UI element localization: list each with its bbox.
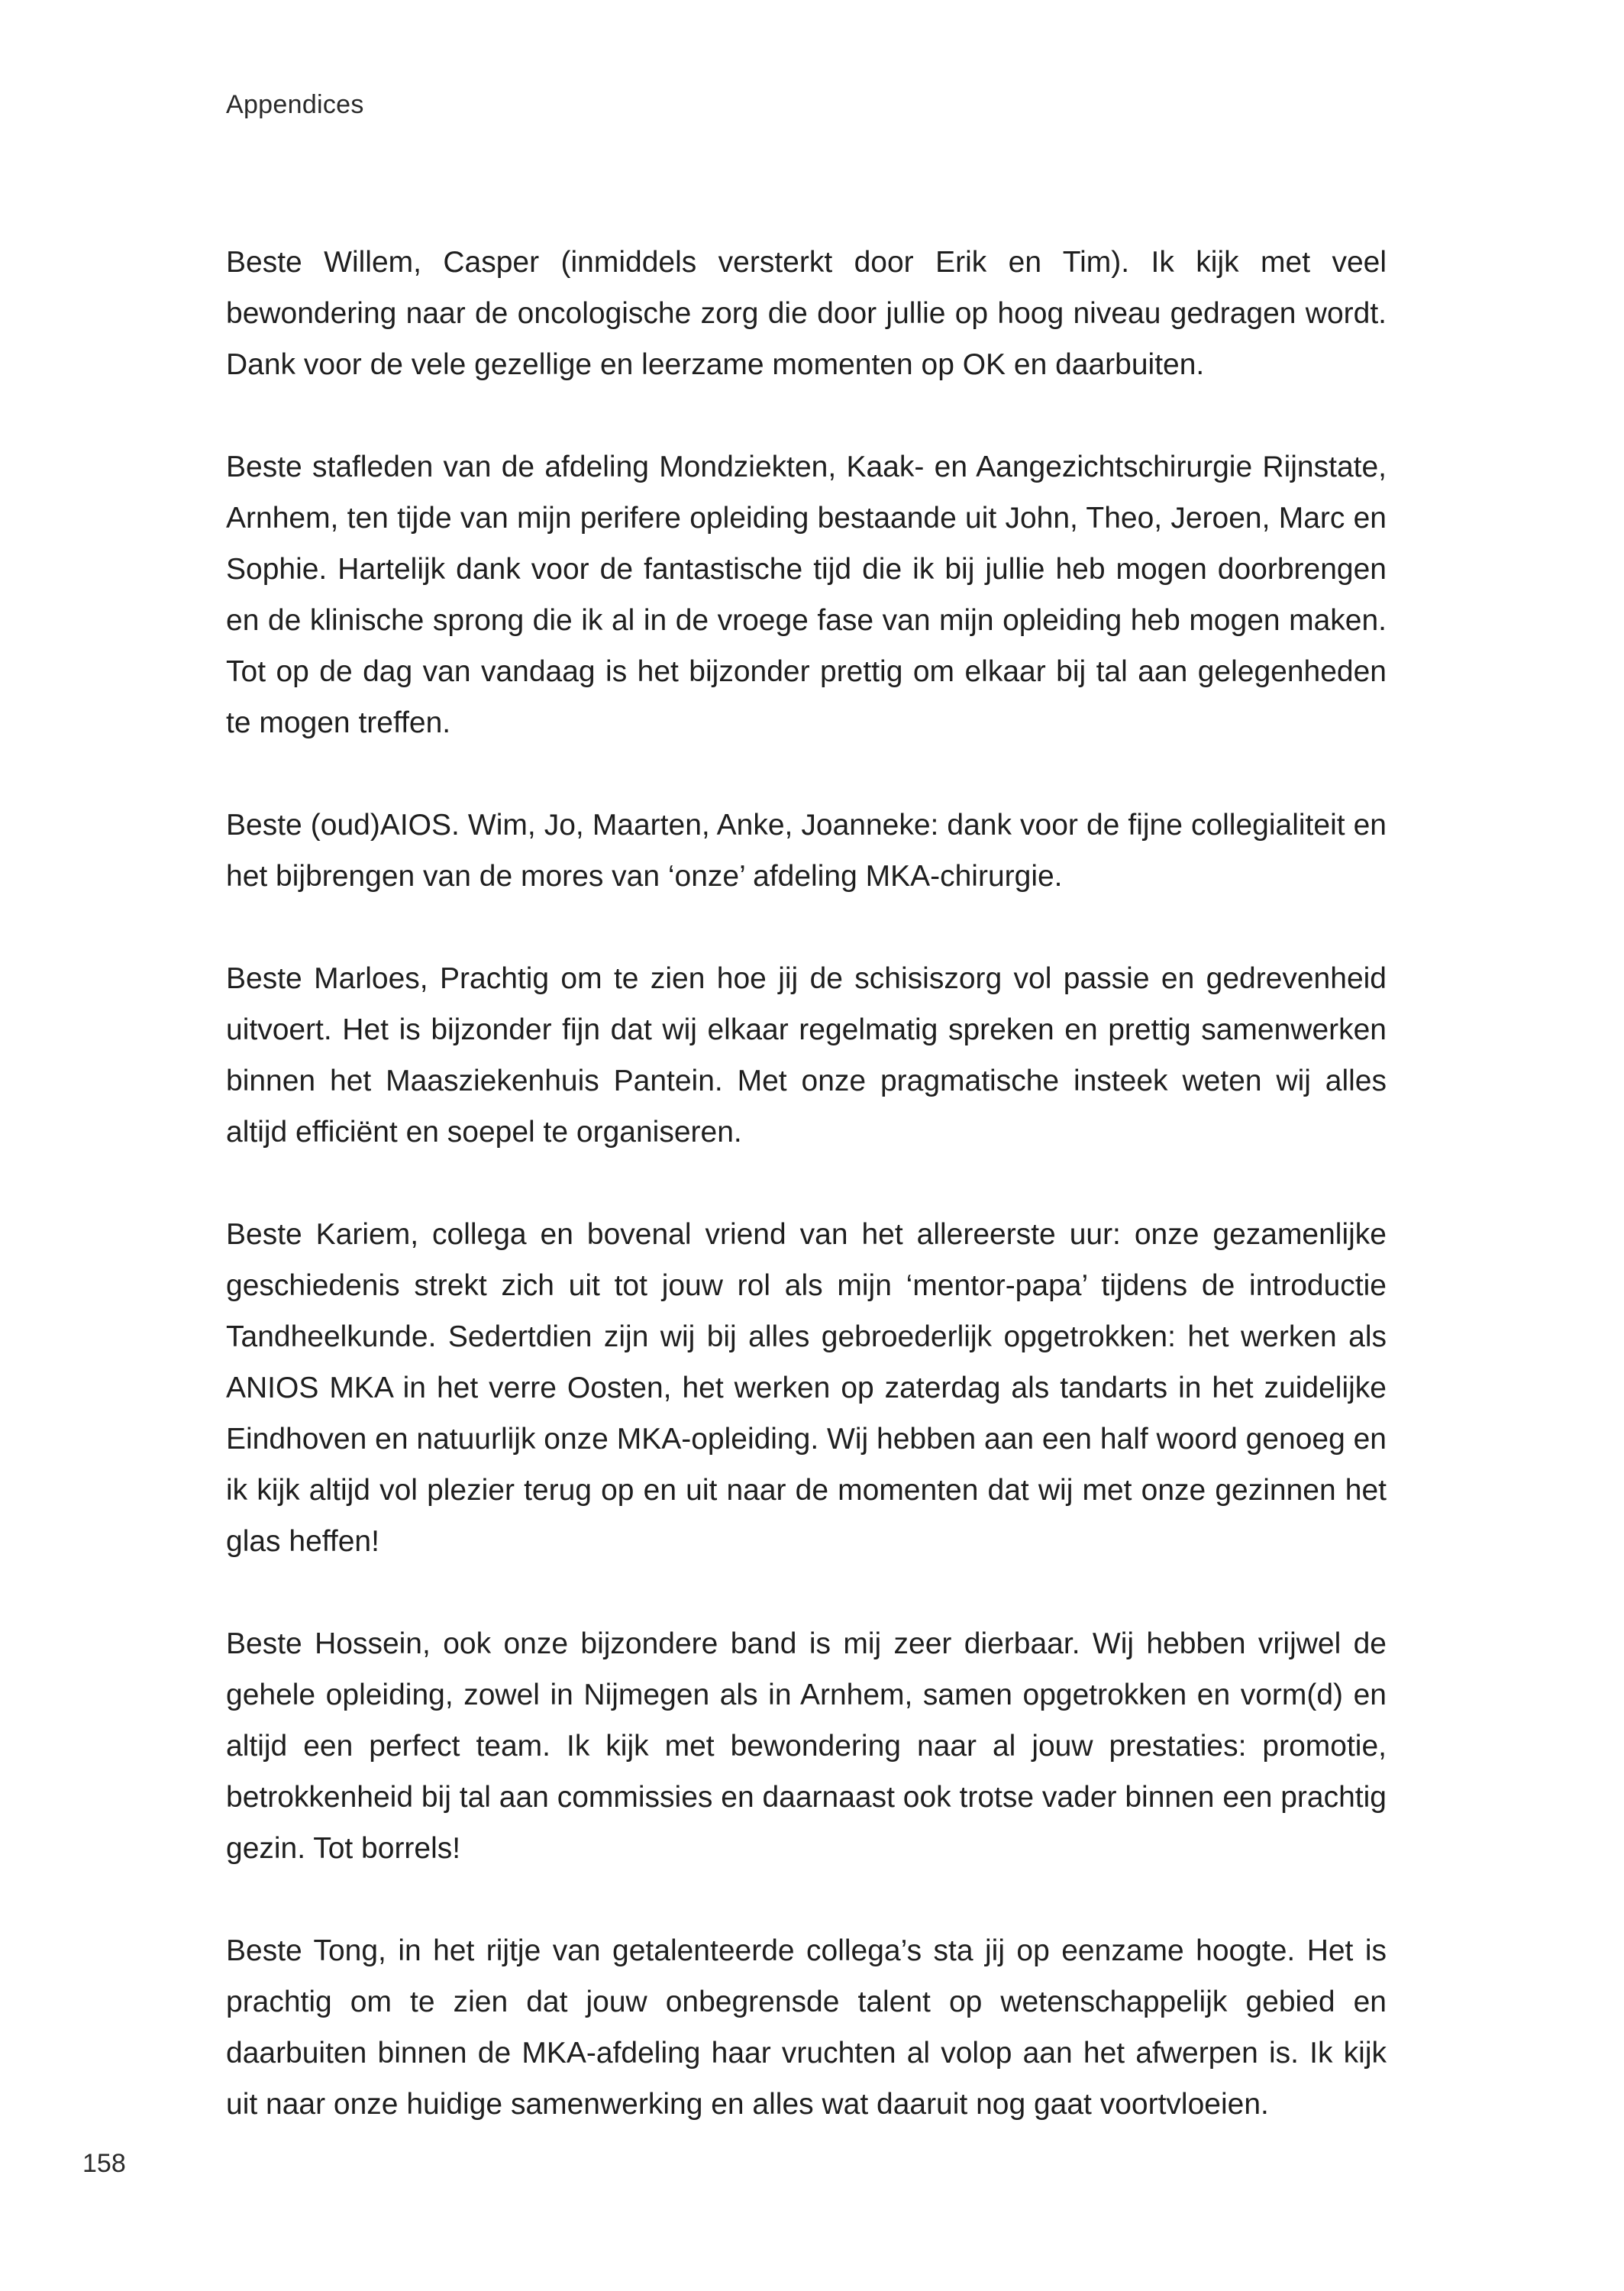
paragraph-stafleden-rijnstate: Beste stafleden van de afdeling Mondziekten, Kaak- en Aangezichtschirurgie Rijnstate, Arnhem, ten tijde van mijn perifere opleiding bestaande uit John, Theo, Jeroen, Marc en Sophie. Hartelijk dank voor de fantastische tijd die ik bij jullie heb mogen doorbrengen en de klinische sprong die ik al in de vroege fase van mijn opleiding heb mogen maken. Tot op de dag van vandaag is het bijzonder prettig om elkaar bij tal aan gelegenheden te mogen treffen. [226,451,1387,739]
running-header: Appendices [226,90,364,119]
paragraph-marloes: Beste Marloes, Prachtig om te zien hoe jij de schisiszorg vol passie en gedrevenheid uitvoert. Het is bijzonder fijn dat wij elkaar regelmatig spreken en prettig samenwerken binnen het Maasziekenhuis Pantein. Met onze pragmatische insteek weten wij alles altijd efficiënt en soepel te organiseren. [226,962,1387,1149]
paragraph-oud-aios: Beste (oud)AIOS. Wim, Jo, Maarten, Anke, Joanneke: dank voor de fijne collegialiteit en het bijbrengen van de mores van ‘onze’ afdeling MKA-chirurgie. [226,809,1387,893]
page-number: 158 [82,2149,126,2178]
paragraph-kariem: Beste Kariem, collega en bovenal vriend van het allereerste uur: onze gezamenlijke geschiedenis strekt zich uit tot jouw rol als mijn ‘mentor-papa’ tijdens de introductie Tandheelkunde. Sedertdien zijn wij bij alles gebroederlijk opgetrokken: het werken als ANIOS MKA in het verre Oosten, het werken op zaterdag als tandarts in het zuidelijke Eindhoven en natuurlijk onze MKA-opleiding. Wij hebben aan een half woord genoeg en ik kijk altijd vol plezier terug op en uit naar de momenten dat wij met onze gezinnen het glas heffen! [226,1218,1387,1558]
body-text [226,237,1387,2130]
paragraph-tong: Beste Tong, in het rijtje van getalenteerde collega’s sta jij op eenzame hoogte. Het is prachtig om te zien dat jouw onbegrensde talent op wetenschappelijk gebied en daarbuiten binnen de MKA-afdeling haar vruchten al volop aan het afwerpen is. Ik kijk uit naar onze huidige samenwerking en alles wat daaruit nog gaat voortvloeien. [226,1934,1387,2121]
paragraph-hossein: Beste Hossein, ook onze bijzondere band is mij zeer dierbaar. Wij hebben vrijwel de gehele opleiding, zowel in Nijmegen als in Arnhem, samen opgetrokken en vorm(d) en altijd een perfect team. Ik kijk met bewondering naar al jouw prestaties: promotie, betrokkenheid bij tal aan commissies en daarnaast ook trotse vader binnen een prachtig gezin. Tot borrels! [226,1627,1387,1865]
paragraph-willem-casper: Beste Willem, Casper (inmiddels versterkt door Erik en Tim). Ik kijk met veel bewondering naar de oncologische zorg die door jullie op hoog niveau gedragen wordt. Dank voor de vele gezellige en leerzame momenten op OK en daarbuiten. [226,246,1387,381]
